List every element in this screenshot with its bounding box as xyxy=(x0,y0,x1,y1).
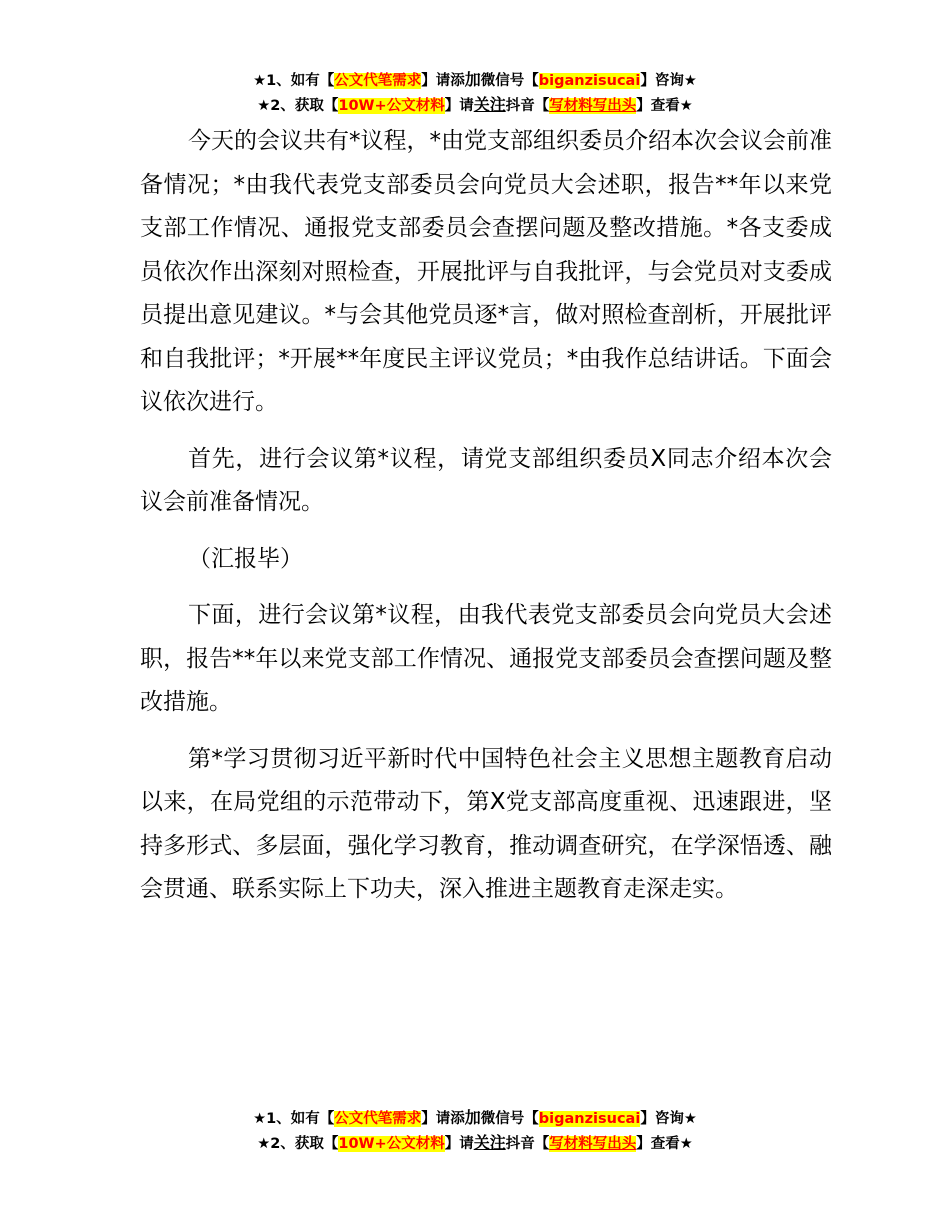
header-follow-text: 关注 xyxy=(473,95,506,114)
highlight-douyin-account: 写材料写出头 xyxy=(549,1136,637,1152)
header-line-1-part: 加 xyxy=(464,70,481,89)
footer-line-1 xyxy=(0,1106,950,1131)
highlight-materials: 10W+公文材料 xyxy=(338,1136,445,1152)
footer-line-2-part: 】请 xyxy=(444,1136,474,1152)
header-line-2 xyxy=(0,93,950,118)
paragraph-theme-education: 第*学习贯彻习近平新时代中国特色社会主义思想主题教育启动以来，在局党组的示范带动下，第X党支部高度重视、迅速跟进，坚持多形式、多层面，强化学习教育，推动调查研究，在学深悟透、融会贯通、联系实际上下功夫，深入推进主题教育走深走实。 xyxy=(140,745,832,902)
footer-line-1-part: 加 xyxy=(464,1108,481,1127)
paragraph-next-item: 下面，进行会议第*议程，由我代表党支部委员会向党员大会述职，报告**年以来党支部工作情况、通报党支部委员会查摆问题及整改措施。 xyxy=(140,602,832,715)
header-line-2-part: 】请 xyxy=(444,98,474,114)
document-body xyxy=(140,120,832,925)
highlight-ghostwriting-need: 公文代笔需求 xyxy=(334,1111,422,1127)
footer-line-2-part: 】查看★ xyxy=(636,1136,693,1152)
highlight-wechat-id: biganzisucai xyxy=(538,1111,641,1127)
header-line-2-part: 】查看★ xyxy=(636,98,693,114)
footer-line-2-part: 抖音【 xyxy=(505,1136,550,1152)
footer-line-1-part: 微信号【 xyxy=(480,1111,539,1127)
highlight-materials: 10W+公文材料 xyxy=(338,98,445,114)
paragraph-first-item: 首先，进行会议第*议程，请党支部组织委员X同志介绍本次会议会前准备情况。 xyxy=(140,445,832,515)
paragraph-report-done: （汇报毕） xyxy=(188,545,303,572)
header-line-1-part: 微信号【 xyxy=(480,73,539,89)
footer-line-1-part: 】请添 xyxy=(421,1111,465,1127)
footer-line-2 xyxy=(0,1131,950,1156)
highlight-wechat-id: biganzisucai xyxy=(538,73,641,89)
highlight-douyin-account: 写材料写出头 xyxy=(549,98,637,114)
paragraph-agenda: 今天的会议共有*议程，*由党支部组织委员介绍本次会议会前准备情况；*由我代表党支部委员会向党员大会述职，报告**年以来党支部工作情况、通报党支部委员会查摆问题及整改措施。*各支委成员依次作出深刻对照检查，开展批评与自我批评，与会党员对支委成员提出意见建议。*与会其他党员逐*言，做对照检查剖析，开展批评和自我批评；*开展**年度民主评议党员；*由我作总结讲话。下面会议依次进行。 xyxy=(140,128,832,415)
header-line-2-part: 抖音【 xyxy=(505,98,550,114)
header-line-2-part: ★2、获取【 xyxy=(257,98,339,114)
footer-line-2-part: ★2、获取【 xyxy=(257,1136,339,1152)
header-line-1-part: ★1、如有【 xyxy=(253,73,335,89)
footer-banner xyxy=(0,1106,950,1156)
header-banner xyxy=(0,68,950,118)
header-line-1-part: 】请添 xyxy=(421,73,465,89)
footer-follow-text: 关注 xyxy=(473,1133,506,1152)
footer-line-1-part: 】咨询★ xyxy=(640,1111,697,1127)
footer-line-1-part: ★1、如有【 xyxy=(253,1111,335,1127)
header-line-1-part: 】咨询★ xyxy=(640,73,697,89)
header-line-1 xyxy=(0,68,950,93)
highlight-ghostwriting-need: 公文代笔需求 xyxy=(334,73,422,89)
